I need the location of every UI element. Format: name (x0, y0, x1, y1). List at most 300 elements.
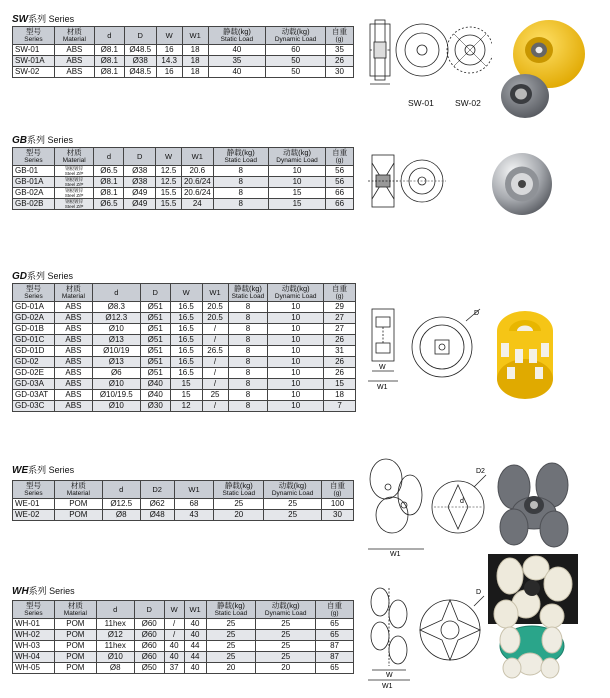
table-row (13, 630, 354, 641)
wh-col-header (54, 601, 96, 619)
table-row (13, 652, 354, 663)
material-cn: 钢板镀锌 (65, 177, 84, 182)
table-cell: Ø38 (124, 177, 156, 188)
wh-col-header-en: Static Load (214, 609, 248, 617)
table-cell: ABS (54, 302, 92, 313)
gb-wheel-photo (487, 149, 557, 219)
table-row (13, 499, 354, 510)
wh-col-header-cn: W (170, 604, 178, 614)
table-cell: 26 (326, 56, 354, 67)
table-cell: 31 (324, 346, 356, 357)
sw-col-header (182, 27, 208, 45)
table-cell: 14.3 (156, 56, 182, 67)
table-cell: GD-01B (13, 324, 55, 335)
table-cell: ABS (54, 324, 92, 335)
table-cell: Ø10 (96, 652, 134, 663)
material-en: Steel Z/P (64, 193, 84, 198)
sw-table-header (13, 27, 354, 45)
sw-col-header-cn: D (137, 30, 143, 40)
gb-col-header-en: Dynamic Load (276, 156, 318, 164)
table-cell: / (202, 379, 228, 390)
table-cell: Ø51 (140, 335, 170, 346)
table-cell: 15.5 (156, 188, 182, 199)
table-cell: 8 (213, 177, 268, 188)
table-cell: Ø48.5 (124, 67, 156, 78)
table-cell: 8 (213, 188, 268, 199)
gd-col-header-en: Series (24, 292, 43, 300)
table-cell: 65 (316, 630, 354, 641)
table-cell: 44 (184, 641, 206, 652)
gb-col-header (94, 148, 124, 166)
we-wheel-photo (494, 457, 574, 552)
table-cell: Ø10 (92, 379, 140, 390)
table-cell: ABS (54, 313, 92, 324)
table-cell: 66 (326, 188, 354, 199)
table-cell: ABS (54, 379, 92, 390)
table-cell (54, 188, 94, 199)
table-row (13, 401, 356, 412)
gd-col-header-en: Dynamic Load (274, 292, 317, 300)
material-cn: 钢板镀锌 (65, 166, 84, 171)
gb-col-header (181, 148, 213, 166)
table-row (13, 357, 356, 368)
wh-table-header (13, 601, 354, 619)
sw-wheel-photo (487, 16, 587, 121)
table-cell: Ø10 (92, 324, 140, 335)
table-cell: 87 (316, 641, 354, 652)
gd-col-header-cn: D (152, 287, 158, 297)
gb-col-header-cn: 材质 (66, 147, 82, 157)
table-cell: WH-03 (13, 641, 55, 652)
wh-col-header-cn: 材质 (67, 600, 83, 610)
gb-col-header-en: Material (62, 156, 86, 164)
table-cell: 10 (268, 302, 324, 313)
table-cell: 25 (214, 499, 264, 510)
we-col-header-cn: 材质 (70, 480, 86, 490)
we-col-header-cn: 静载(kg) (224, 480, 253, 490)
table-cell: ABS (54, 346, 92, 357)
table-cell: 8 (228, 302, 268, 313)
table-cell: 60 (266, 45, 326, 56)
wh-col-header (316, 601, 354, 619)
we-col-header (214, 481, 264, 499)
gd-col-header (202, 284, 228, 302)
table-cell: / (202, 335, 228, 346)
table-cell: POM (54, 663, 96, 674)
table-cell: 20.6/24 (181, 177, 213, 188)
sw-col-header-cn: 自重 (332, 26, 347, 36)
wh-col-header (256, 601, 316, 619)
table-cell: 20.5 (202, 302, 228, 313)
table-cell: 50 (266, 67, 326, 78)
table-cell: GD-01D (13, 346, 55, 357)
table-cell: Ø40 (140, 379, 170, 390)
table-cell: 10 (268, 177, 325, 188)
table-cell: 65 (316, 619, 354, 630)
gb-col-header-en: Static Load (224, 156, 258, 164)
table-row (13, 663, 354, 674)
sw-technical-drawing (362, 14, 492, 94)
table-cell: WE-01 (13, 499, 55, 510)
table-cell: ABS (54, 368, 92, 379)
table-cell: 43 (174, 510, 214, 521)
table-row (13, 67, 354, 78)
table-cell: 15 (170, 390, 202, 401)
table-cell: 16 (156, 45, 182, 56)
table-row (13, 177, 354, 188)
we-section (0, 435, 610, 570)
table-cell: 25 (206, 630, 256, 641)
table-cell: 10 (268, 401, 324, 412)
sw-col-header (54, 27, 94, 45)
we-col-header-cn: d (119, 484, 124, 494)
table-cell: GD-03A (13, 379, 55, 390)
table-cell: Ø62 (140, 499, 174, 510)
table-cell: 30 (322, 510, 354, 521)
table-cell: 16.5 (170, 368, 202, 379)
sw-spec-table (12, 26, 354, 78)
table-cell: 10 (268, 346, 324, 357)
table-cell: 25 (256, 619, 316, 630)
wh-col-header (134, 601, 164, 619)
table-cell: 12 (170, 401, 202, 412)
table-cell: GB-02B (13, 199, 55, 210)
gd-col-header (268, 284, 324, 302)
table-cell: Ø13 (92, 335, 140, 346)
table-cell: Ø12.3 (92, 313, 140, 324)
table-cell: ABS (54, 390, 92, 401)
table-row (13, 346, 356, 357)
table-cell: WE-02 (13, 510, 55, 521)
table-cell: 24 (181, 199, 213, 210)
table-cell: 25 (206, 641, 256, 652)
gd-col-header-cn: d (114, 287, 119, 297)
table-row (13, 56, 354, 67)
table-cell: ABS (54, 56, 94, 67)
table-cell: 18 (182, 45, 208, 56)
gd-col-header-en: Material (61, 292, 85, 300)
table-cell: / (202, 401, 228, 412)
table-cell: 26.5 (202, 346, 228, 357)
sw-col-header-cn: W (165, 30, 173, 40)
table-cell: Ø30 (140, 401, 170, 412)
gb-col-header-cn: 静载(kg) (226, 147, 255, 157)
table-cell: 68 (174, 499, 214, 510)
table-cell: 40 (164, 652, 184, 663)
gb-col-header-cn: W (164, 151, 173, 161)
sw-col-header (326, 27, 354, 45)
wh-col-header (13, 601, 55, 619)
table-cell: Ø60 (134, 641, 164, 652)
we-col-header-en: (g) (333, 489, 342, 497)
table-row (13, 313, 356, 324)
table-cell: Ø49 (124, 199, 156, 210)
gd-col-header-cn: 材质 (65, 283, 81, 293)
table-cell: 25 (206, 652, 256, 663)
gb-col-header-cn: 自重 (332, 147, 348, 157)
table-cell: WH-04 (13, 652, 55, 663)
gd-col-header (54, 284, 92, 302)
gb-table-header (13, 148, 354, 166)
table-cell: 8 (213, 199, 268, 210)
table-cell: 7 (324, 401, 356, 412)
table-cell: / (202, 324, 228, 335)
gb-col-header-en: (g) (335, 156, 344, 164)
table-cell: GD-02E (13, 368, 55, 379)
sw-section (0, 0, 610, 115)
table-cell: SW-01A (13, 56, 55, 67)
table-cell (54, 166, 94, 177)
gd-section-title: GD系列 Series (12, 271, 74, 282)
table-cell: 25 (202, 390, 228, 401)
wh-col-header-cn: 动载(kg) (271, 600, 300, 610)
material-en: Steel Z/P (64, 182, 84, 187)
table-cell: 18 (182, 67, 208, 78)
table-cell: 15 (268, 188, 325, 199)
table-cell: Ø51 (140, 324, 170, 335)
table-row (13, 335, 356, 346)
table-cell: 26 (324, 368, 356, 379)
table-cell: 25 (256, 630, 316, 641)
wh-dim-w1: W1 (382, 683, 393, 689)
sw-col-header-en: Series (24, 35, 43, 43)
table-cell: Ø8.3 (92, 302, 140, 313)
table-row (13, 379, 356, 390)
table-cell: 26 (324, 357, 356, 368)
table-cell: 8 (228, 357, 268, 368)
wh-col-header (184, 601, 206, 619)
table-cell: POM (54, 630, 96, 641)
table-cell: 12.5 (156, 166, 182, 177)
sw-section-title: SW系列 Series (12, 14, 75, 25)
table-cell: 16 (156, 67, 182, 78)
table-row (13, 368, 356, 379)
table-cell: GD-02 (13, 357, 55, 368)
table-cell: Ø51 (140, 357, 170, 368)
table-cell: 16.5 (170, 346, 202, 357)
table-cell: 30 (326, 67, 354, 78)
table-row (13, 324, 356, 335)
table-cell: 12.5 (156, 177, 182, 188)
gd-col-header (140, 284, 170, 302)
table-cell: 35 (326, 45, 354, 56)
we-col-header (13, 481, 55, 499)
we-col-header-cn: 自重 (330, 480, 345, 490)
table-cell: ABS (54, 67, 94, 78)
sw-col-header-cn: W1 (189, 30, 201, 40)
table-cell: 11hex (96, 641, 134, 652)
sw-col-header-cn: 动载(kg) (281, 26, 310, 36)
wh-col-header-en: Material (63, 609, 87, 617)
table-cell: 35 (208, 56, 266, 67)
table-cell: / (164, 630, 184, 641)
table-cell: 40 (184, 663, 206, 674)
table-cell: Ø51 (140, 346, 170, 357)
gd-col-header-cn: 型号 (25, 283, 41, 293)
we-spec-table (12, 480, 354, 521)
table-cell: 8 (228, 379, 268, 390)
table-cell: Ø8.1 (94, 56, 124, 67)
wh-dim-d: D (476, 589, 482, 596)
we-dim-w1: W1 (390, 551, 401, 557)
table-cell: ABS (54, 335, 92, 346)
gb-col-header-en: Series (24, 156, 43, 164)
gb-col-header (326, 148, 354, 166)
table-cell (54, 199, 94, 210)
table-cell: 87 (316, 652, 354, 663)
gd-col-header (170, 284, 202, 302)
table-cell: Ø6.5 (94, 199, 124, 210)
table-cell: Ø8 (102, 510, 140, 521)
table-cell: 25 (206, 619, 256, 630)
table-cell: 37 (164, 663, 184, 674)
we-col-header-cn: 动载(kg) (278, 480, 307, 490)
we-col-header-en: Material (66, 489, 90, 497)
table-cell: GD-02A (13, 313, 55, 324)
we-col-header (322, 481, 354, 499)
table-cell: POM (54, 619, 96, 630)
gd-col-header (92, 284, 140, 302)
table-cell: Ø8.1 (94, 67, 124, 78)
we-col-header (102, 481, 140, 499)
material-en: Steel Z/P (64, 171, 84, 176)
gd-dim-w: W (379, 364, 386, 371)
table-cell: 8 (228, 313, 268, 324)
material-cn: 钢板镀锌 (65, 188, 84, 193)
table-cell: POM (54, 641, 96, 652)
table-cell: POM (54, 510, 102, 521)
table-cell: 18 (182, 56, 208, 67)
table-cell: Ø10 (92, 401, 140, 412)
table-cell: 20.5 (202, 313, 228, 324)
gd-col-header-cn: W1 (209, 287, 221, 297)
table-cell: 20 (214, 510, 264, 521)
table-cell: / (202, 368, 228, 379)
sw-col-header-cn: 静载(kg) (222, 26, 251, 36)
table-cell: Ø51 (140, 368, 170, 379)
table-cell: WH-01 (13, 619, 55, 630)
wh-col-header-en: (g) (330, 609, 339, 617)
gb-technical-drawing (366, 145, 446, 220)
table-cell: 40 (184, 630, 206, 641)
table-cell: 25 (256, 641, 316, 652)
table-cell: 11hex (96, 619, 134, 630)
sw-col-header (13, 27, 55, 45)
wh-col-header-cn: D (146, 604, 152, 614)
gd-col-header-cn: W (182, 287, 190, 297)
table-cell: GB-02A (13, 188, 55, 199)
wh-section-title: WH系列 Series (12, 586, 75, 597)
wh-col-header-cn: 型号 (25, 600, 41, 610)
gb-col-header (156, 148, 182, 166)
we-col-header-en: Dynamic Load (271, 489, 314, 497)
table-cell: 8 (228, 390, 268, 401)
wh-col-header-cn: 静载(kg) (216, 600, 245, 610)
table-cell: 25 (264, 499, 322, 510)
table-row (13, 641, 354, 652)
table-cell: Ø50 (134, 663, 164, 674)
gd-col-header-cn: 自重 (332, 283, 348, 293)
table-cell: 56 (326, 177, 354, 188)
table-cell: 15.5 (156, 199, 182, 210)
gb-col-header-cn: 型号 (25, 147, 41, 157)
table-cell: Ø38 (124, 166, 156, 177)
table-cell: 8 (228, 401, 268, 412)
table-cell: 16.5 (170, 357, 202, 368)
we-col-header-cn: 型号 (25, 480, 41, 490)
wh-technical-drawing (366, 584, 486, 689)
table-cell: / (202, 357, 228, 368)
gd-col-header-cn: 动载(kg) (281, 283, 310, 293)
gb-col-header (213, 148, 268, 166)
table-cell: 27 (324, 313, 356, 324)
sw-caption-1: SW-01 (408, 98, 434, 108)
sw-col-header (156, 27, 182, 45)
table-cell: 8 (228, 335, 268, 346)
table-cell: 10 (268, 335, 324, 346)
gd-spec-table (12, 283, 356, 412)
table-cell: 10 (268, 390, 324, 401)
table-cell (54, 177, 94, 188)
table-cell: Ø40 (140, 390, 170, 401)
sw-col-header (266, 27, 326, 45)
we-col-header-en: Static Load (222, 489, 256, 497)
table-cell: 10 (268, 313, 324, 324)
table-cell: ABS (54, 357, 92, 368)
table-row (13, 166, 354, 177)
table-cell: 16.5 (170, 335, 202, 346)
table-cell: 8 (228, 346, 268, 357)
table-cell: 16.5 (170, 324, 202, 335)
table-cell: 40 (208, 45, 266, 56)
gd-col-header (228, 284, 268, 302)
table-cell: POM (54, 499, 102, 510)
table-cell: WH-02 (13, 630, 55, 641)
gb-col-header (13, 148, 55, 166)
table-cell: 44 (184, 652, 206, 663)
wh-wheel-photo (488, 554, 578, 682)
table-cell: GD-03AT (13, 390, 55, 401)
gb-col-header-cn: D (136, 151, 143, 161)
table-cell: Ø48.5 (124, 45, 156, 56)
gd-col-header-en: (g) (335, 292, 344, 300)
table-cell: 8 (228, 324, 268, 335)
we-col-header-cn: W1 (188, 484, 200, 494)
table-cell: GB-01 (13, 166, 55, 177)
we-col-header (264, 481, 322, 499)
sw-col-header-cn: 型号 (25, 26, 41, 36)
gd-col-header (13, 284, 55, 302)
table-cell: 20 (206, 663, 256, 674)
gd-section (0, 235, 610, 435)
table-row (13, 199, 354, 210)
table-cell: Ø60 (134, 652, 164, 663)
table-cell: Ø13 (92, 357, 140, 368)
we-dim-d2: D2 (476, 468, 485, 475)
table-cell: 20.6/24 (181, 188, 213, 199)
table-cell: WH-05 (13, 663, 55, 674)
wh-col-header (164, 601, 184, 619)
gd-col-header-en: Static Load (231, 292, 265, 300)
table-cell: 56 (326, 166, 354, 177)
table-row (13, 510, 354, 521)
table-cell: 16.5 (170, 313, 202, 324)
table-cell: SW-01 (13, 45, 55, 56)
table-cell: Ø6 (92, 368, 140, 379)
gb-section-title: GB系列 Series (12, 135, 74, 146)
table-cell: GD-01C (13, 335, 55, 346)
table-cell: Ø38 (124, 56, 156, 67)
